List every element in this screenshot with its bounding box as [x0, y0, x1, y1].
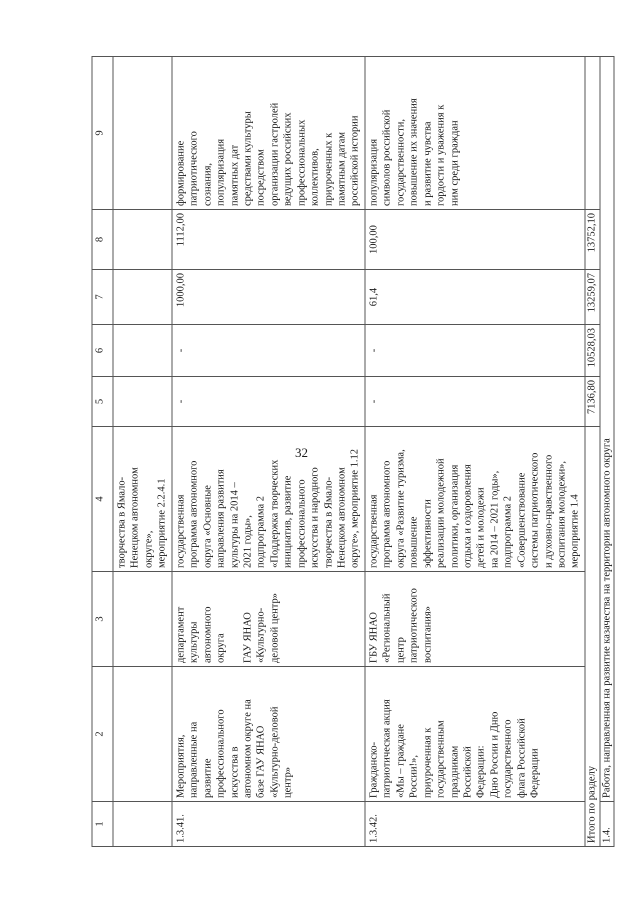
section-title: Работа, направленная на развитие казачества на территории автономного округа — [600, 57, 614, 802]
total-row — [585, 57, 600, 847]
col-header-2: 2 — [92, 667, 113, 802]
row-number: 1.3.41. — [172, 802, 365, 847]
row-number: 1.3.42. — [365, 802, 585, 847]
event-name: Мероприятия, направленные на развитие профессионального искусства в автономном округе на базе ГАУ ЯНАО «Культурно-деловой центр» — [172, 667, 365, 802]
col-header-8: 8 — [92, 210, 113, 270]
col-header-3: 3 — [92, 572, 113, 667]
goal-text: формирование патриотического сознания, популяризация памятных дат средствами культуры посредством организации гастролей ведущих российских профессиональных коллективов, приуроченных к памятным датам российской истории — [172, 57, 365, 210]
goal-text: популяризация символов российской государственности, повышение их значения и развитие чувства гордости и уважения к ним среди граждан — [365, 57, 585, 210]
rotated-table-container — [92, 57, 613, 847]
col-header-6: 6 — [92, 325, 113, 377]
section-number: 1.4. — [600, 802, 614, 847]
executor: департамент культуры автономного округа ГАУ ЯНАО «Культурно- деловой центр» — [172, 572, 365, 667]
col-header-1: 1 — [92, 802, 113, 847]
value-col8: 1112,00 — [172, 210, 365, 270]
col-header-5: 5 — [92, 377, 113, 427]
value-col6: - — [365, 325, 585, 377]
value-col8: 100,00 — [365, 210, 585, 270]
total-col6: 10528,03 — [585, 325, 600, 377]
total-col5: 7136,80 — [585, 377, 600, 427]
value-col5: - — [365, 377, 585, 427]
total-col8: 13752,10 — [585, 210, 600, 270]
total-col7: 13259,07 — [585, 270, 600, 325]
value-col7: 1000,00 — [172, 270, 365, 325]
value-col6: - — [172, 325, 365, 377]
col-header-9: 9 — [92, 57, 113, 210]
program-reference: государственная программа автономного округа «Основные направления развития культуры на 2014 – 2021 годы», подпрограмма 2 «Поддержка творческих инициатив, развитие профессионального искусства и народного творчества в Ямало- Ненецком автономном округе», мероприятие 1.12 — [172, 427, 365, 572]
executor: ГБУ ЯНАО «Региональный центр патриотического воспитания» — [365, 572, 585, 667]
table-row — [172, 57, 365, 847]
section-header-row — [600, 57, 614, 847]
event-name: Гражданско- патриотическая акция «Мы – граждане России!», приуроченная к государственным праздникам Российской Федерации: Дню России и Дню государственного флага Российской Федерации — [365, 667, 585, 802]
page-number: 32 — [295, 445, 308, 460]
table-header-row — [92, 57, 113, 847]
col-header-4: 4 — [92, 427, 113, 572]
col-header-7: 7 — [92, 270, 113, 325]
total-label: Итого по разделу — [585, 427, 600, 847]
program-reference: государственная программа автономного округа «Развитие туризма, повышение эффективности реализации молодежной политики, организация отдыха и оздоровления детей и молодежи на 2014 – 2021 годы», подпрограмма 2 «Совершенствование системы патриотического и духовно-нравственного воспитания молодежи», мероприятие 1.4 — [365, 427, 585, 572]
value-col5: - — [172, 377, 365, 427]
continuation-row — [113, 57, 172, 847]
value-col7: 61,4 — [365, 270, 585, 325]
table-row — [365, 57, 585, 847]
continuation-program-text: творчества в Ямало- Ненецком автономном округе», мероприятие 2.2.4.1 — [113, 427, 172, 572]
program-table — [92, 56, 615, 847]
